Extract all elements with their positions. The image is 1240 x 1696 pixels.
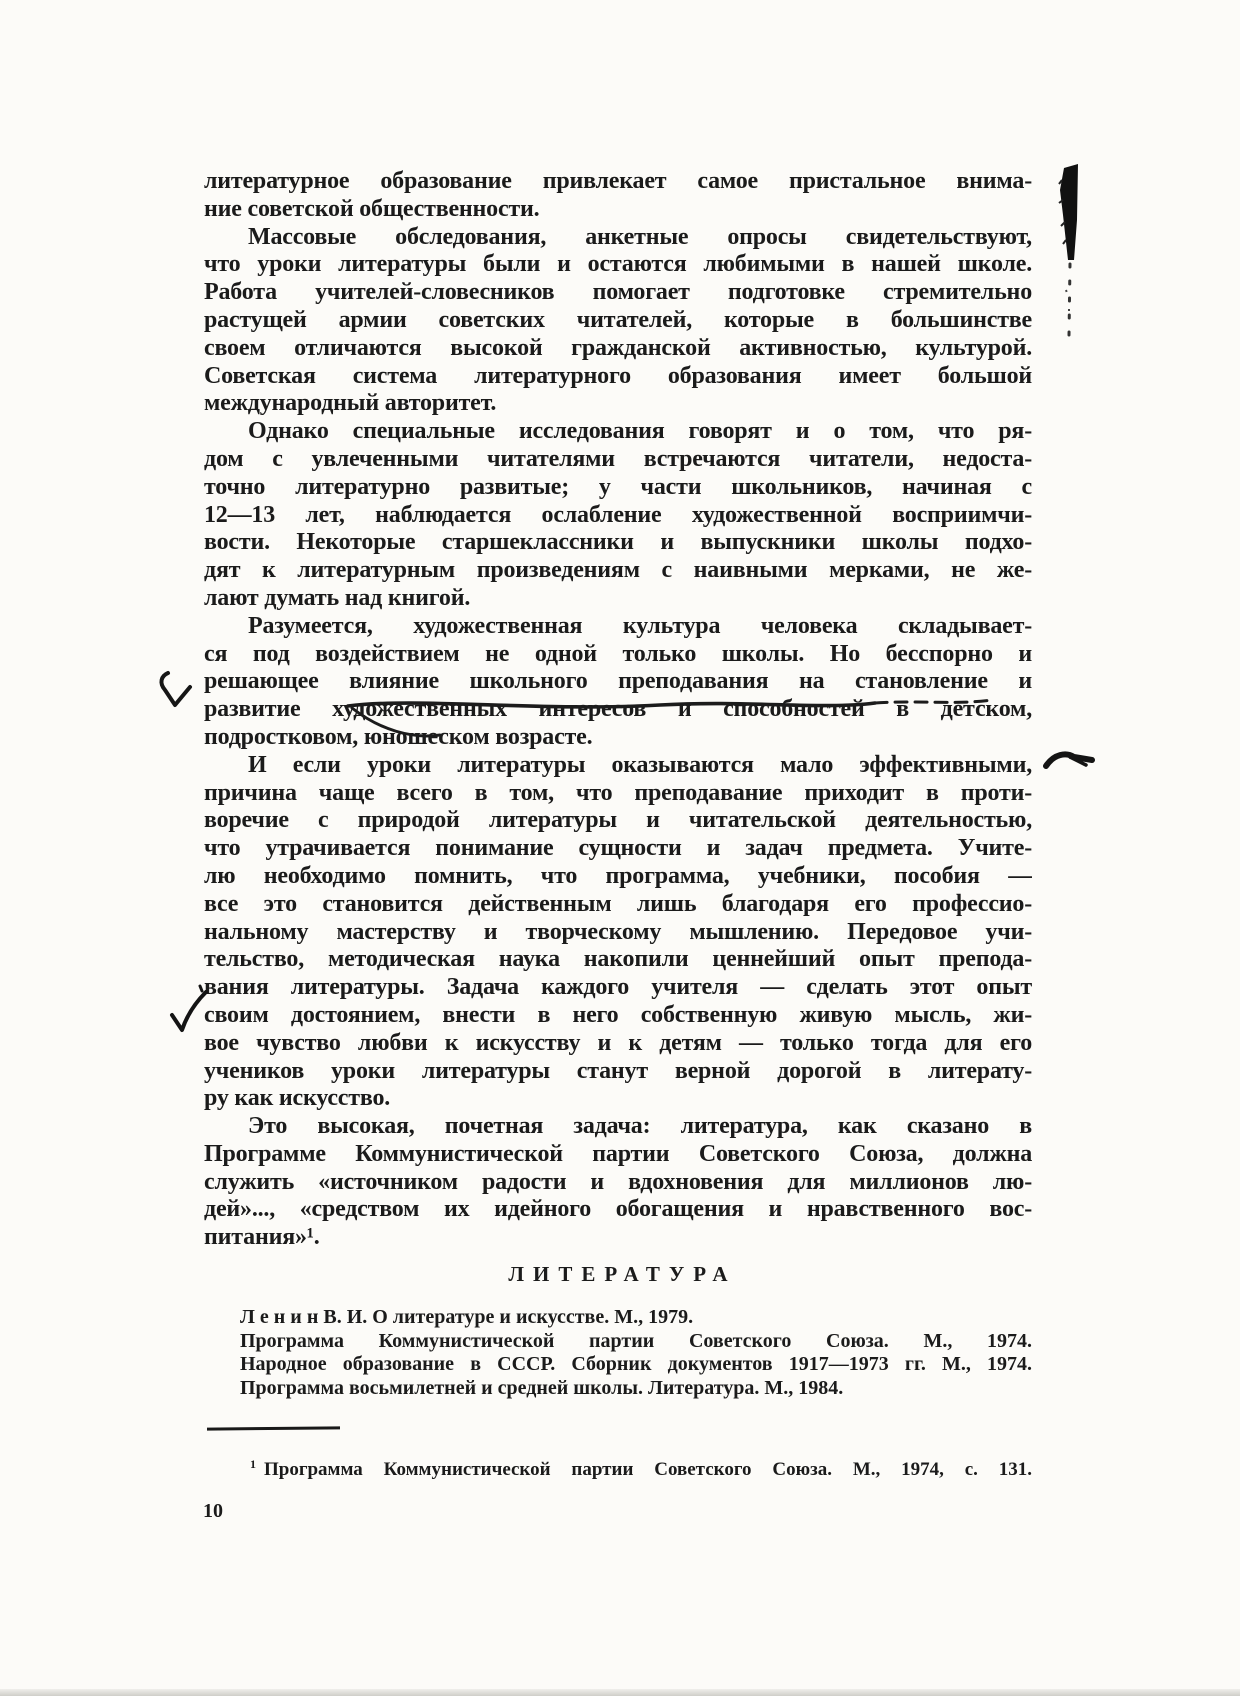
pen-zigzag-mark [152,665,208,721]
body-line: Работа учителей-словесников помогает подготовке стремительно [204,279,1032,306]
body-line: все это становится действенным лишь благодаря его профессио- [204,890,1032,917]
body-line: вости. Некоторые старшеклассники и выпускники школы подхо- [204,529,1032,556]
body-line: воречие с природой литературы и читательской деятельностью, [204,807,1032,834]
body-line: 12—13 лет, наблюдается ослабление художественной восприимчи- [204,501,1032,528]
bibliography-list [240,1306,1032,1400]
body-line: международный авторитет. [204,390,497,417]
ink-streak-artifact [1054,160,1090,440]
body-line: растущей армии советских читателей, которые в большинстве [204,306,1032,333]
body-line: ру как искусство. [204,1085,391,1112]
body-line: нальному мастерству и творческому мышлению. Передовое учи- [204,918,1032,945]
body-line: вое чувство любви к искусству и к детям — только тогда для его [204,1029,1032,1056]
body-line: ся под воздействием не одной только школы. Но бесспорно и [204,640,1032,667]
body-line: ние советской общественности. [204,195,540,222]
footnote-divider [207,1426,340,1430]
body-line: дят к литературным произведениям с наивными мерками, не же- [204,557,1032,584]
body-line: лают думать над книгой. [204,584,471,611]
body-line: Разумеется, художественная культура человека складывает- [248,612,1032,639]
literature-heading: ЛИТЕРАТУРА [508,1262,737,1286]
body-text [204,168,1032,1252]
footnote-marker: 1 [250,1456,256,1471]
body-line: своем отличаются высокой гражданской активностью, культурой. [204,334,1032,361]
pen-dash-mark [1040,744,1104,780]
body-line: своим достоянием, внести в него собственную живую мысль, жи- [204,1001,1032,1028]
body-line: Массовые обследования, анкетные опросы свидетельствуют, [248,223,1032,250]
body-line: развитие художественных интересов и способностей в детском, [204,696,1032,723]
body-line: служить «источником радости и вдохновения для миллионов лю- [204,1168,1032,1195]
bibliography-entry: Программа восьмилетней и средней школы. Литература. М., 1984. [240,1376,844,1399]
body-line: дей»..., «средством их идейного обогащения и нравственного вос- [204,1196,1032,1223]
body-line: тельство, методическая наука накопили ценнейший опыт препода- [204,946,1032,973]
body-line: Программе Коммунистической партии Советского Союза, должна [204,1140,1032,1167]
bibliography-entry: Л е н и н В. И. О литературе и искусстве. М., 1979. [240,1306,694,1328]
body-line: что утрачивается понимание сущности и задач предмета. Учите- [204,835,1032,862]
bibliography-entry: Народное образование в СССР. Сборник документов 1917—1973 гг. М., 1974. [240,1353,1032,1375]
page-number: 10 [203,1500,223,1522]
body-line: подростковом, юношеском возрасте. [204,723,593,750]
body-line: Это высокая, почетная задача: литература, как сказано в [248,1113,1032,1140]
footnote [204,1458,1032,1482]
body-line: причина чаще всего в том, что преподавание приходит в проти- [204,779,1032,806]
scan-bottom-edge [0,1689,1240,1696]
footnote-text: Программа Коммунистической партии Советского Союза. М., 1974, с. 131. [264,1459,1032,1480]
body-line: дом с увлеченными читателями встречаются читатели, недоста- [204,445,1032,472]
body-line: Советская система литературного образования имеет большой [204,362,1032,389]
body-line: решающее влияние школьного преподавания на становление и [204,668,1032,695]
body-line: Однако специальные исследования говорят и о том, что ря- [248,418,1032,445]
body-line: точно литературно развитые; у части школьников, начиная с [204,473,1032,500]
bibliography-entry: Программа Коммунистической партии Советского Союза. М., 1974. [240,1329,1032,1352]
body-line: лю необходимо помнить, что программа, учебники, пособия — [204,862,1032,889]
body-line: что уроки литературы были и остаются любимыми в нашей школе. [204,251,1032,278]
body-line: питания»¹. [204,1224,320,1251]
body-line: И если уроки литературы оказываются мало эффективными, [248,751,1032,778]
body-line: вания литературы. Задача каждого учителя — сделать этот опыт [204,974,1032,1001]
body-line: литературное образование привлекает самое пристальное внима- [204,168,1032,194]
body-line: учеников уроки литературы станут верной дорогой в литерату- [204,1057,1032,1084]
